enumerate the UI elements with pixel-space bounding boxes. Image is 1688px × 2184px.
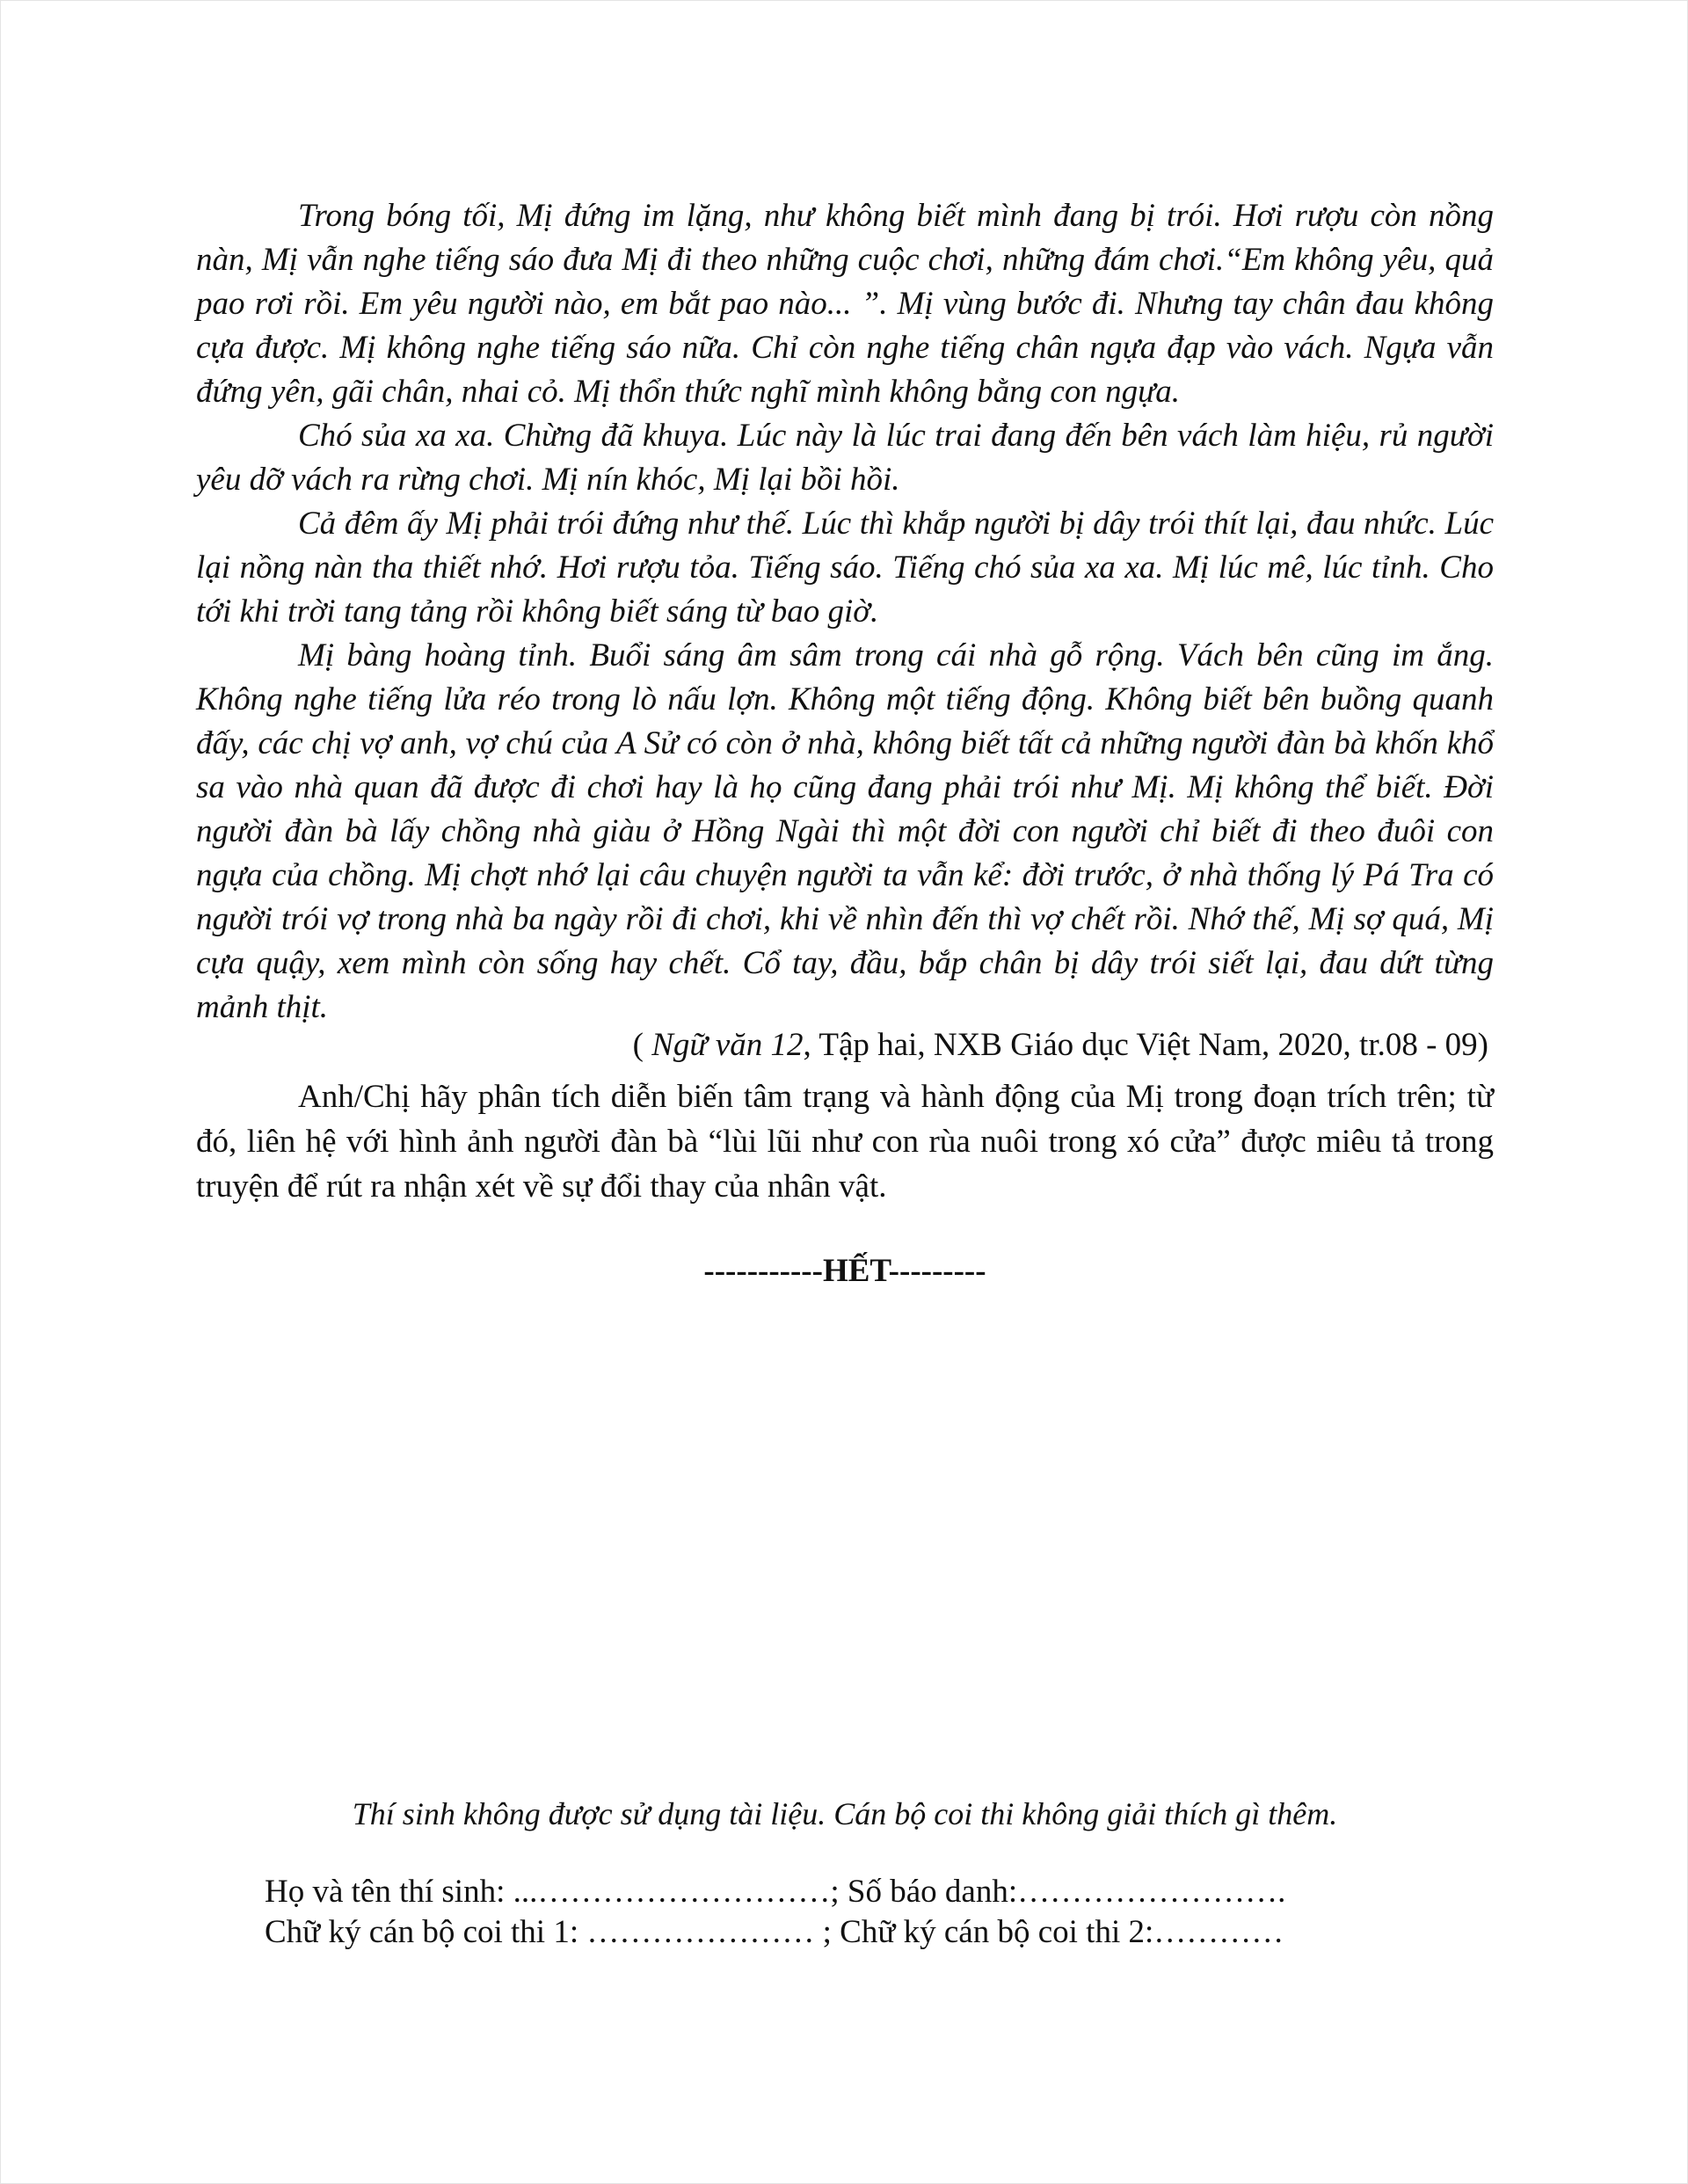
essay-prompt: Anh/Chị hãy phân tích diễn biến tâm trạng và hành động của Mị trong đoạn trích trên; từ đó, liên hệ với hình ảnh người đàn bà “lùi lũi như con rùa nuôi trong xó cửa” được miêu tả trong truyện để rút ra nhận xét về sự đổi thay của nhân vật. [196,1079,1494,1205]
citation-open: ( [632,1027,652,1063]
candidate-info-line: Họ và tên thí sinh: ...………………………; Số báo danh:……………………. [265,1874,1286,1910]
passage-paragraph-4: Mị bàng hoàng tỉnh. Buổi sáng âm sâm trong cái nhà gỗ rộng. Vách bên cũng im ắng. Không nghe tiếng lửa réo trong lò nấu lợn. Không một tiếng động. Không biết bên buồng quanh đấy, các chị vợ anh, vợ chú của A Sử có còn ở nhà, không biết tất cả những người đàn bà khốn khổ sa vào nhà quan đã được đi chơi hay là họ cũng đang phải trói như Mị. Mị không thể biết. Đời người đàn bà lấy chồng nhà giàu ở Hồng Ngài thì một đời con người chỉ biết đi theo đuôi con ngựa của chồng. Mị chợt nhớ lại câu chuyện người ta vẫn kể: đời trước, ở nhà thống lý Pá Tra có người trói vợ trong nhà ba ngày rồi đi chơi, khi về nhìn đến thì vợ chết rồi. Nhớ thế, Mị sợ quá, Mị cựa quậy, xem mình còn sống hay chết. Cổ tay, đầu, bắp chân bị dây trói siết lại, đau dứt từng mảnh thịt. [196,637,1494,1025]
proctor-signature-line: Chữ ký cán bộ coi thi 1: ………………… ; Chữ ký cán bộ coi thi 2:………… [265,1914,1284,1950]
passage-paragraph-1: Trong bóng tối, Mị đứng im lặng, như không biết mình đang bị trói. Hơi rượu còn nồng nàn, Mị vẫn nghe tiếng sáo đưa Mị đi theo những cuộc chơi, những đám chơi.“Em không yêu, quả pao rơi rồi. Em yêu người nào, em bắt pao nào... ”. Mị vùng bước đi. Nhưng tay chân đau không cựa được. Mị không nghe tiếng sáo nữa. Chỉ còn nghe tiếng chân ngựa đạp vào vách. Ngựa vẫn đứng yên, gãi chân, nhai cỏ. Mị thổn thức nghĩ mình không bằng con ngựa. [196,198,1494,410]
citation-details: , Tập hai, NXB Giáo dục Việt Nam, 2020, tr.08 - 09) [803,1027,1488,1063]
excerpt-passage [196,194,1494,1030]
citation-book-title: Ngữ văn 12 [651,1027,804,1063]
passage-paragraph-3: Cả đêm ấy Mị phải trói đứng như thế. Lúc thì khắp người bị dây trói thít lại, đau nhức. Lúc lại nồng nàn tha thiết nhớ. Hơi rượu tỏa. Tiếng sáo. Tiếng chó sủa xa xa. Mị lúc mê, lúc tỉnh. Cho tới khi trời tang tảng rồi không biết sáng từ bao giờ. [196,506,1494,630]
end-marker: -----------HẾT--------- [703,1253,986,1289]
source-citation [196,1023,1494,1067]
exam-instruction-note: Thí sinh không được sử dụng tài liệu. Cán bộ coi thi không giải thích gì thêm. [352,1796,1338,1831]
passage-paragraph-2: Chó sủa xa xa. Chừng đã khuya. Lúc này là lúc trai đang đến bên vách làm hiệu, rủ người yêu dỡ vách ra rừng chơi. Mị nín khóc, Mị lại bồi hồi. [196,418,1494,498]
